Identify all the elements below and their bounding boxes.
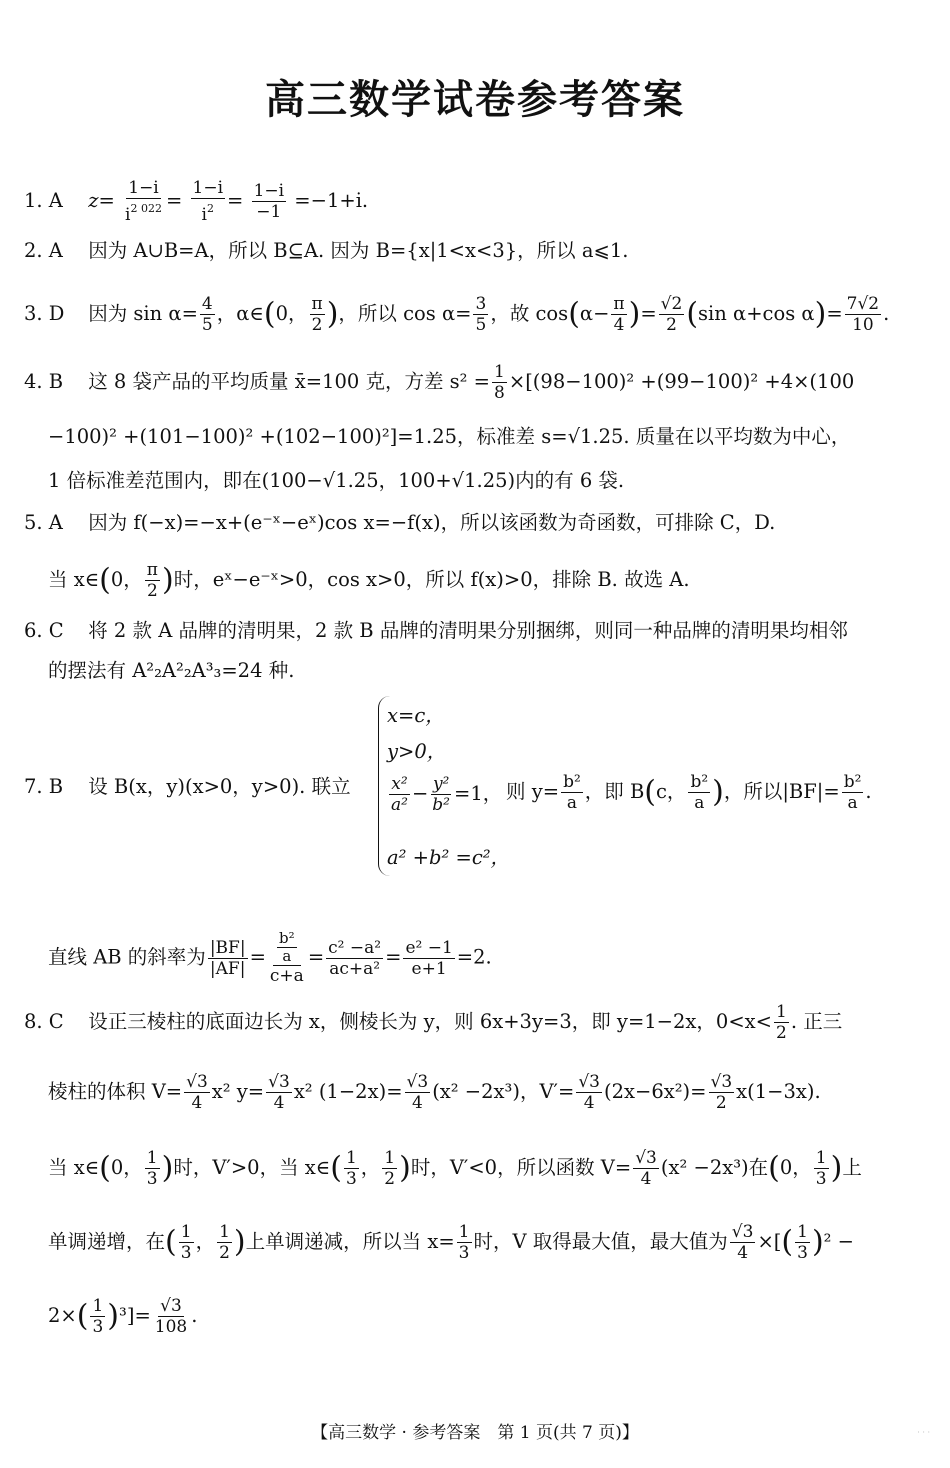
- equation-system: x=c， y>0， $\frac{\text{x²}}{\text{a²}}$ − $\frac{\text{y²}}{\text{b²}}$ =1， a² +b² =c²，: [378, 696, 519, 876]
- answer-7-result: 则 y= $\frac{\text{b²}}{a}$ ，即 B(c， $\frac{\text{b²}}{a}$ )，所以|BF|= $\frac{\text{b²}}{a}$ .: [506, 772, 872, 813]
- answer-6-line-2: 的摆法有 A²₂A²₂A³₃=24 种.: [48, 659, 295, 682]
- answer-8-line-1: 8. C 设正三棱柱的底面边长为 x，侧棱长为 y，则 6x+3y=3，即 y=1−2x，0<x< $\frac{1}{2}$ . 正三: [24, 1002, 843, 1043]
- corner-mark: · · ·: [917, 1428, 930, 1437]
- fraction: $\frac{1-i}{i^2}$: [192, 178, 224, 225]
- answer-5-line-1: 5. A 因为 f(−x)=−x+(e⁻ˣ−eˣ)cos x=−f(x)，所以该函数为奇函数，可排除 C，D.: [24, 511, 776, 534]
- answer-2: 2. A 因为 A∪B=A，所以 B⊆A. 因为 B={x|1<x<3}，所以 a⩽1.: [24, 239, 629, 262]
- page-footer: 【高三数学 · 参考答案 第 1 页(共 7 页)】: [311, 1423, 639, 1443]
- fraction: $\frac{1-i}{-1}$: [253, 181, 285, 222]
- answer-5-line-2: 当 x∈(0， $\frac{\pi}{2}$ )时，eˣ−e⁻ˣ>0，cos x>0，所以 f(x)>0，排除 B. 故选 A.: [48, 560, 690, 601]
- answer-7-slope: 直线 AB 的斜率为 $\frac{|BF|}{|AF|}$ = $\frac{\frac{\text{b²}}{a}}{c+a}$ = $\frac{\text{c² −a²}}{\text{ac+a²}}$ = $\frac{\text{e² −1}}{e+1}$ =2.: [48, 930, 492, 986]
- answer-8-line-4: 单调递增，在( $\frac{1}{3}$ ， $\frac{1}{2}$ )上单调递减，所以当 x= $\frac{1}{3}$ 时，V 取得最大值，最大值为 $\frac{√3}{4}$ ×[( $\frac{1}{3}$ )² −: [48, 1222, 855, 1263]
- answer-1: 1. A z= $\frac{1-i}{i^{2 022}}$ = $\frac{1-i}{i^2}$ = $\frac{1-i}{-1}$ =−1+i.: [24, 178, 369, 225]
- answer-7-intro: 7. B 设 B(x，y)(x>0，y>0). 联立: [24, 775, 351, 798]
- answer-8-line-5: 2×( $\frac{1}{3}$ )³]= $\frac{√3}{108}$ .: [48, 1296, 198, 1337]
- answer-8-line-3: 当 x∈(0， $\frac{1}{3}$ )时，V′>0，当 x∈( $\frac{1}{3}$ ， $\frac{1}{2}$ )时，V′<0，所以函数 V= $\frac{√3}{4}$ (x² −2x³)在(0， $\frac{1}{3}$ )上: [48, 1148, 862, 1189]
- answer-8-line-2: 棱柱的体积 V= $\frac{√3}{4}$ x² y= $\frac{√3}{4}$ x² (1−2x)= $\frac{√3}{4}$ (x² −2x³)，V′= $\frac{√3}{4}$ (2x−6x²)= $\frac{√3}{2}$ x(1−3x).: [48, 1072, 821, 1113]
- answer-4-line-2: −100)² +(101−100)² +(102−100)²]=1.25，标准差 s=√1.25. 质量在以平均数为中心，: [48, 425, 851, 448]
- answer-4-line-3: 1 倍标准差范围内，即在(100−√1.25，100+√1.25)内的有 6 袋.: [48, 469, 625, 492]
- answer-4-line-1: 4. B 这 8 袋产品的平均质量 x̄=100 克，方差 s² = $\frac{1}{8}$ ×[(98−100)² +(99−100)² +4×(100: [24, 362, 855, 403]
- answer-3: 3. D 因为 sin α= $\frac{4}{5}$ ，α∈(0， $\frac{\pi}{2}$ )，所以 cos α= $\frac{3}{5}$ ，故 cos(α− $\frac{\pi}{4}$ )= $\frac{√2}{2}$ (sin α+cos α)= $\frac{7√2}{10}$ .: [24, 294, 890, 335]
- answer-6-line-1: 6. C 将 2 款 A 品牌的清明果，2 款 B 品牌的清明果分别捆绑，则同一种品牌的清明果均相邻: [24, 619, 848, 642]
- page-title: 高三数学试卷参考答案: [265, 77, 685, 123]
- fraction: $\frac{1-i}{i^{2 022}}$: [125, 178, 162, 225]
